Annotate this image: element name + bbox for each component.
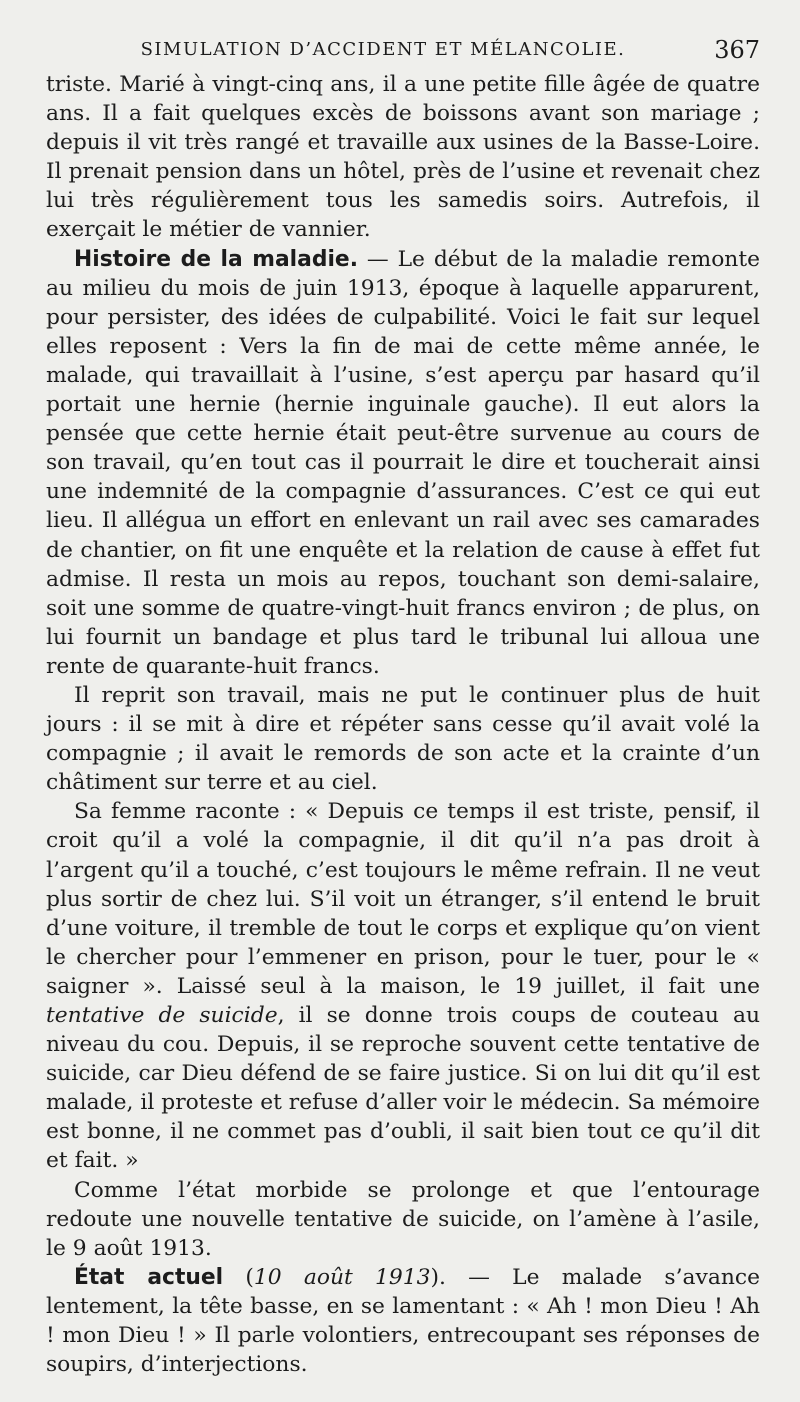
paragraph-current-state [46,1263,760,1379]
paragraph-text: — Le début de la maladie remonte au milieu du mois de juin 1913, époque à laquelle apparurent, pour persister, des idées de culpabilité. Voici le fait sur lequel elles reposent : Vers la fin de mai de cette même année, le malade, qui travaillait à l’usine, s’est aperçu par hasard qu’il portait une hernie (hernie inguinale gauche). Il eut alors la pensée que cette hernie était peut-être survenue au cours de son travail, qu’en tout cas il pourrait le dire et toucherait ainsi une indemnité de la compagnie d’assurances. C’est ce qui eut lieu. Il allégua un effort en enlevant un rail avec ses camarades de chantier, on fit une enquête et la relation de cause à effet fut admise. Il resta un mois au repos, touchant son demi-salaire, soit une somme de quatre-vingt-huit francs environ ; de plus, on lui fournit un bandage et plus tard le tribunal lui alloua une rente de quarante-huit francs. [46,246,761,679]
paragraph-text: Il reprit son travail, mais ne put le continuer plus de huit jours : il se mit à dire et répéter sans cesse qu’il avait volé la compagnie ; il avait le remords de son acte et la crainte d’un châtiment sur terre et au ciel. [46,682,760,796]
paragraph-illness-history [46,245,760,681]
paragraph-text: triste. Marié à vingt-cinq ans, il a une petite fille âgée de quatre ans. Il a fait quelques excès de boissons avant son mariage ; depuis il vit très rangé et travaille aux usines de la Basse-Loire. Il prenait pension dans un hôtel, près de l’usine et revenait chez lui très régulièrement tous les samedis soirs. Autrefois, il exerçait le métier de vannier. [46,72,760,243]
paragraph-patient-background [46,70,760,245]
page-number: 367 [714,36,760,64]
running-title: SIMULATION D’ACCIDENT ET MÉLANCOLIE. [140,39,626,60]
paragraph-return-to-work [46,681,760,797]
paragraph-text: Sa femme raconte : « Depuis ce temps il est triste, pensif, il croit qu’il a volé la compagnie, il dit qu’il n’a pas droit à l’argent qu’il a touché, c’est toujours le même refrain. Il ne veut plus sortir de chez lui. S’il voit un étranger, s’il entend le bruit d’une voiture, il tremble de tout le corps et explique qu’on vient le chercher pour l’emmener en prison, pour le tuer, pour le « saigner ». Laissé seul à la maison, le 19 juillet, il fait une [46,799,760,999]
paragraph-text: , il se donne trois coups de couteau au niveau du cou. Depuis, il se reproche souvent cette tentative de suicide, car Dieu défend de se faire justice. Si on lui dit qu’il est malade, il proteste et refuse d’aller voir le médecin. Sa mémoire est bonne, il ne commet pas d’oubli, il sait bien tout ce qu’il dit et fait. » [46,1003,760,1174]
paragraph-wife-account [46,797,760,1175]
body-text [46,70,760,1379]
italic-phrase: tentative de suicide [46,1003,278,1028]
paragraph-text: Comme l’état morbide se prolonge et que l’entourage redoute une nouvelle tentative de suicide, on l’amène à l’asile, le 9 août 1913. [46,1177,760,1261]
running-header [46,30,760,70]
paren-open: ( [223,1264,254,1290]
section-heading-illness-history: Histoire de la maladie. [74,246,359,272]
section-heading-current-state: État actuel [74,1264,224,1290]
italic-date: 10 août 1913 [253,1264,431,1290]
paragraph-text: ). — Le malade s’avance lentement, la tête basse, en se lamentant : « Ah ! mon Dieu ! Ah ! mon Dieu ! » Il parle volontiers, entrecoupant ses réponses de soupirs, d’interjections. [46,1264,760,1378]
paragraph-admission [46,1176,760,1263]
